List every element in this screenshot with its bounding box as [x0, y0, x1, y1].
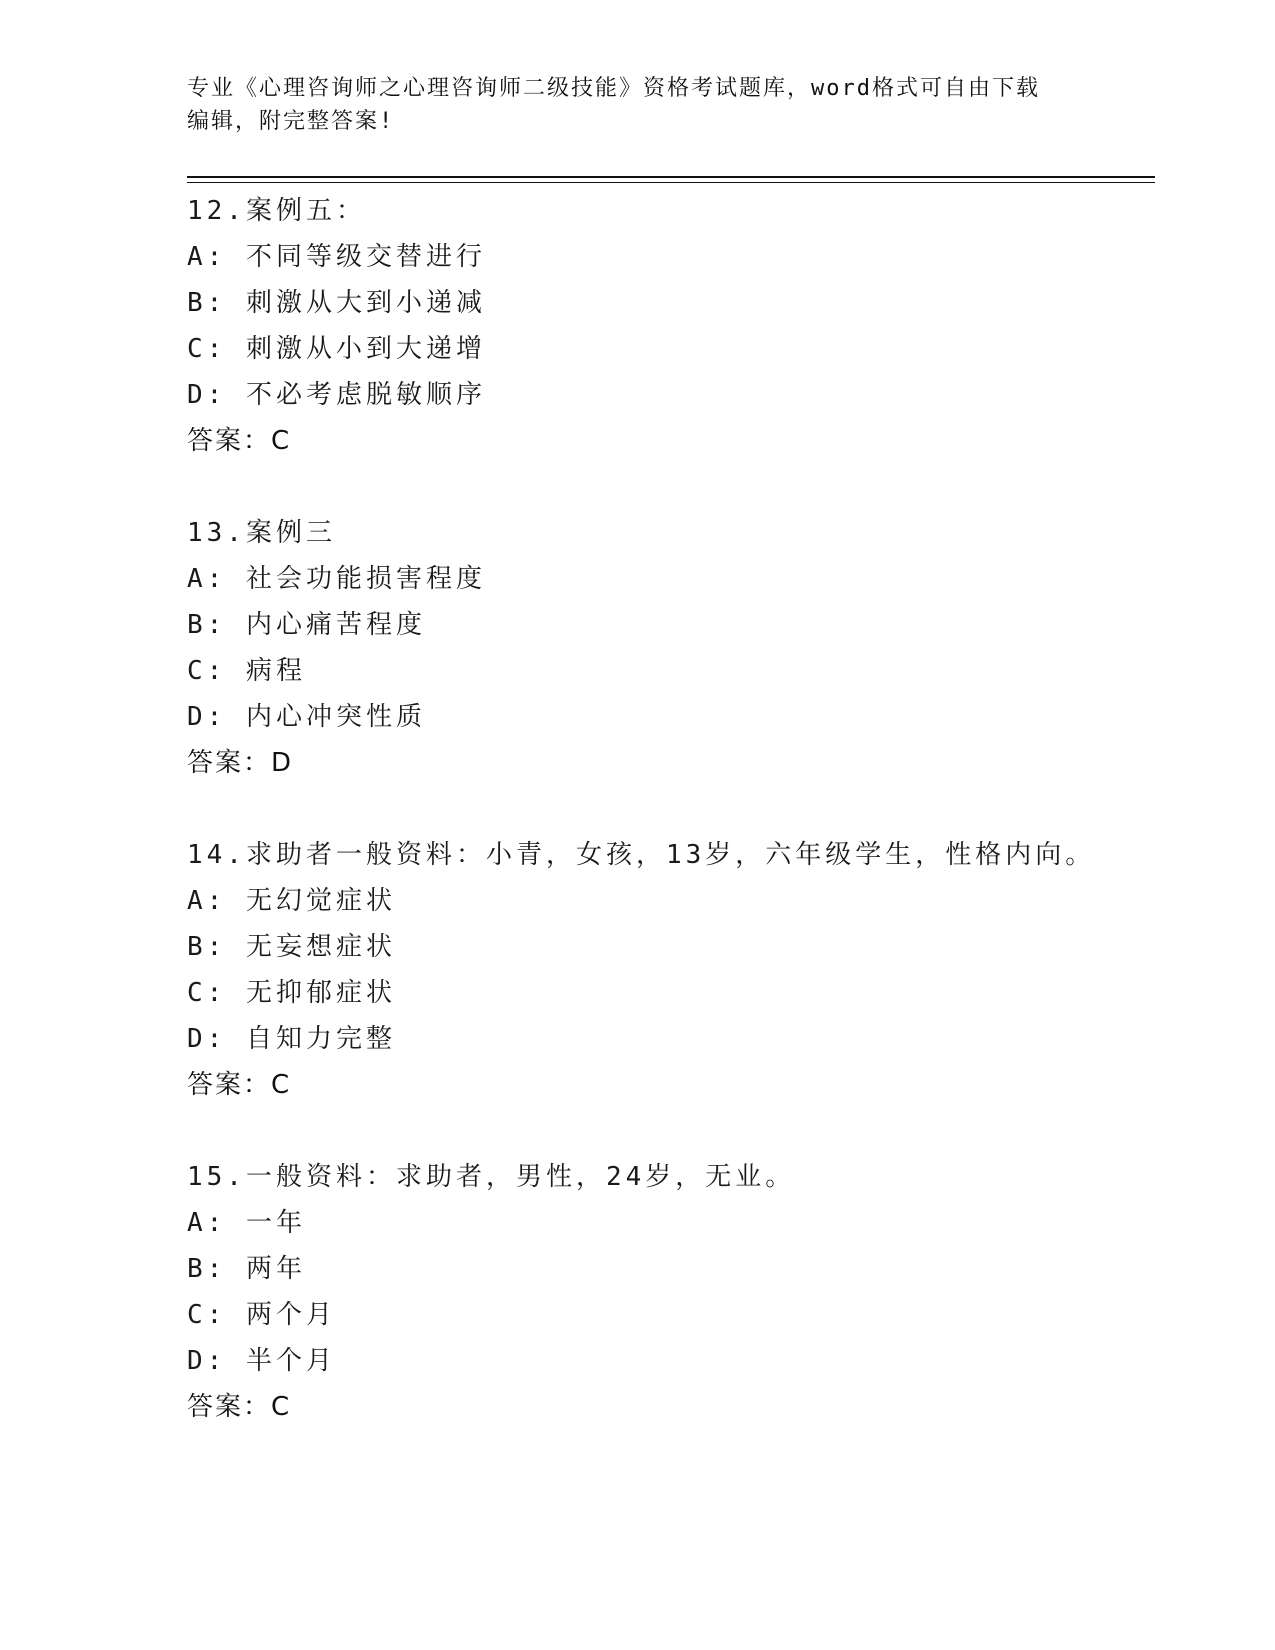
option-key: B:	[187, 610, 227, 640]
option-a	[187, 234, 1147, 280]
option-text: 内心痛苦程度	[245, 610, 426, 640]
option-b	[187, 602, 1147, 648]
option-text: 半个月	[245, 1346, 336, 1376]
answer-line: 答案：C	[187, 1392, 292, 1422]
option-text: 无妄想症状	[245, 932, 396, 962]
option-key: A:	[187, 564, 227, 594]
question-stem: 12.案例五：	[187, 196, 366, 226]
option-b	[187, 1246, 1147, 1292]
option-c	[187, 1292, 1147, 1338]
answer-line: 答案：C	[187, 426, 292, 456]
question-stem: 14.求助者一般资料：小青，女孩，13岁，六年级学生，性格内向。	[187, 840, 1096, 870]
option-text: 两年	[245, 1254, 306, 1284]
option-key: D:	[187, 1024, 227, 1054]
question-item	[187, 510, 1147, 786]
option-d	[187, 1338, 1147, 1384]
option-text: 社会功能损害程度	[245, 564, 486, 594]
option-text: 无幻觉症状	[245, 886, 396, 916]
option-a	[187, 878, 1147, 924]
answer-line: 答案：C	[187, 1070, 292, 1100]
option-text: 病程	[245, 656, 306, 686]
question-item	[187, 188, 1147, 464]
option-key: C:	[187, 1300, 227, 1330]
option-text: 自知力完整	[245, 1024, 396, 1054]
option-text: 刺激从小到大递增	[245, 334, 486, 364]
option-key: D:	[187, 702, 227, 732]
header-divider-thin	[187, 182, 1155, 183]
option-d	[187, 372, 1147, 418]
option-key: A:	[187, 886, 227, 916]
option-text: 无抑郁症状	[245, 978, 396, 1008]
option-a	[187, 1200, 1147, 1246]
option-key: B:	[187, 1254, 227, 1284]
question-stem: 13.案例三	[187, 518, 336, 548]
option-c	[187, 970, 1147, 1016]
option-key: C:	[187, 978, 227, 1008]
option-text: 刺激从大到小递减	[245, 288, 486, 318]
option-b	[187, 924, 1147, 970]
question-stem: 15.一般资料：求助者，男性，24岁，无业。	[187, 1162, 796, 1192]
option-c	[187, 326, 1147, 372]
answer-line: 答案：D	[187, 748, 294, 778]
option-a	[187, 556, 1147, 602]
option-c	[187, 648, 1147, 694]
question-list	[187, 188, 1147, 1476]
question-item	[187, 1154, 1147, 1430]
option-key: A:	[187, 242, 227, 272]
option-key: D:	[187, 380, 227, 410]
header-divider-thick	[187, 176, 1155, 178]
option-key: B:	[187, 932, 227, 962]
document-header	[187, 72, 1087, 138]
option-key: C:	[187, 334, 227, 364]
option-key: D:	[187, 1346, 227, 1376]
option-text: 不必考虑脱敏顺序	[245, 380, 486, 410]
option-key: B:	[187, 288, 227, 318]
option-text: 两个月	[245, 1300, 336, 1330]
option-d	[187, 694, 1147, 740]
option-key: C:	[187, 656, 227, 686]
option-key: A:	[187, 1208, 227, 1238]
header-line-1: 专业《心理咨询师之心理咨询师二级技能》资格考试题库，word格式可自由下载	[187, 76, 1040, 101]
question-item	[187, 832, 1147, 1108]
option-b	[187, 280, 1147, 326]
option-text: 一年	[245, 1208, 306, 1238]
option-text: 不同等级交替进行	[245, 242, 486, 272]
header-line-2: 编辑，附完整答案!	[187, 109, 395, 134]
option-d	[187, 1016, 1147, 1062]
option-text: 内心冲突性质	[245, 702, 426, 732]
